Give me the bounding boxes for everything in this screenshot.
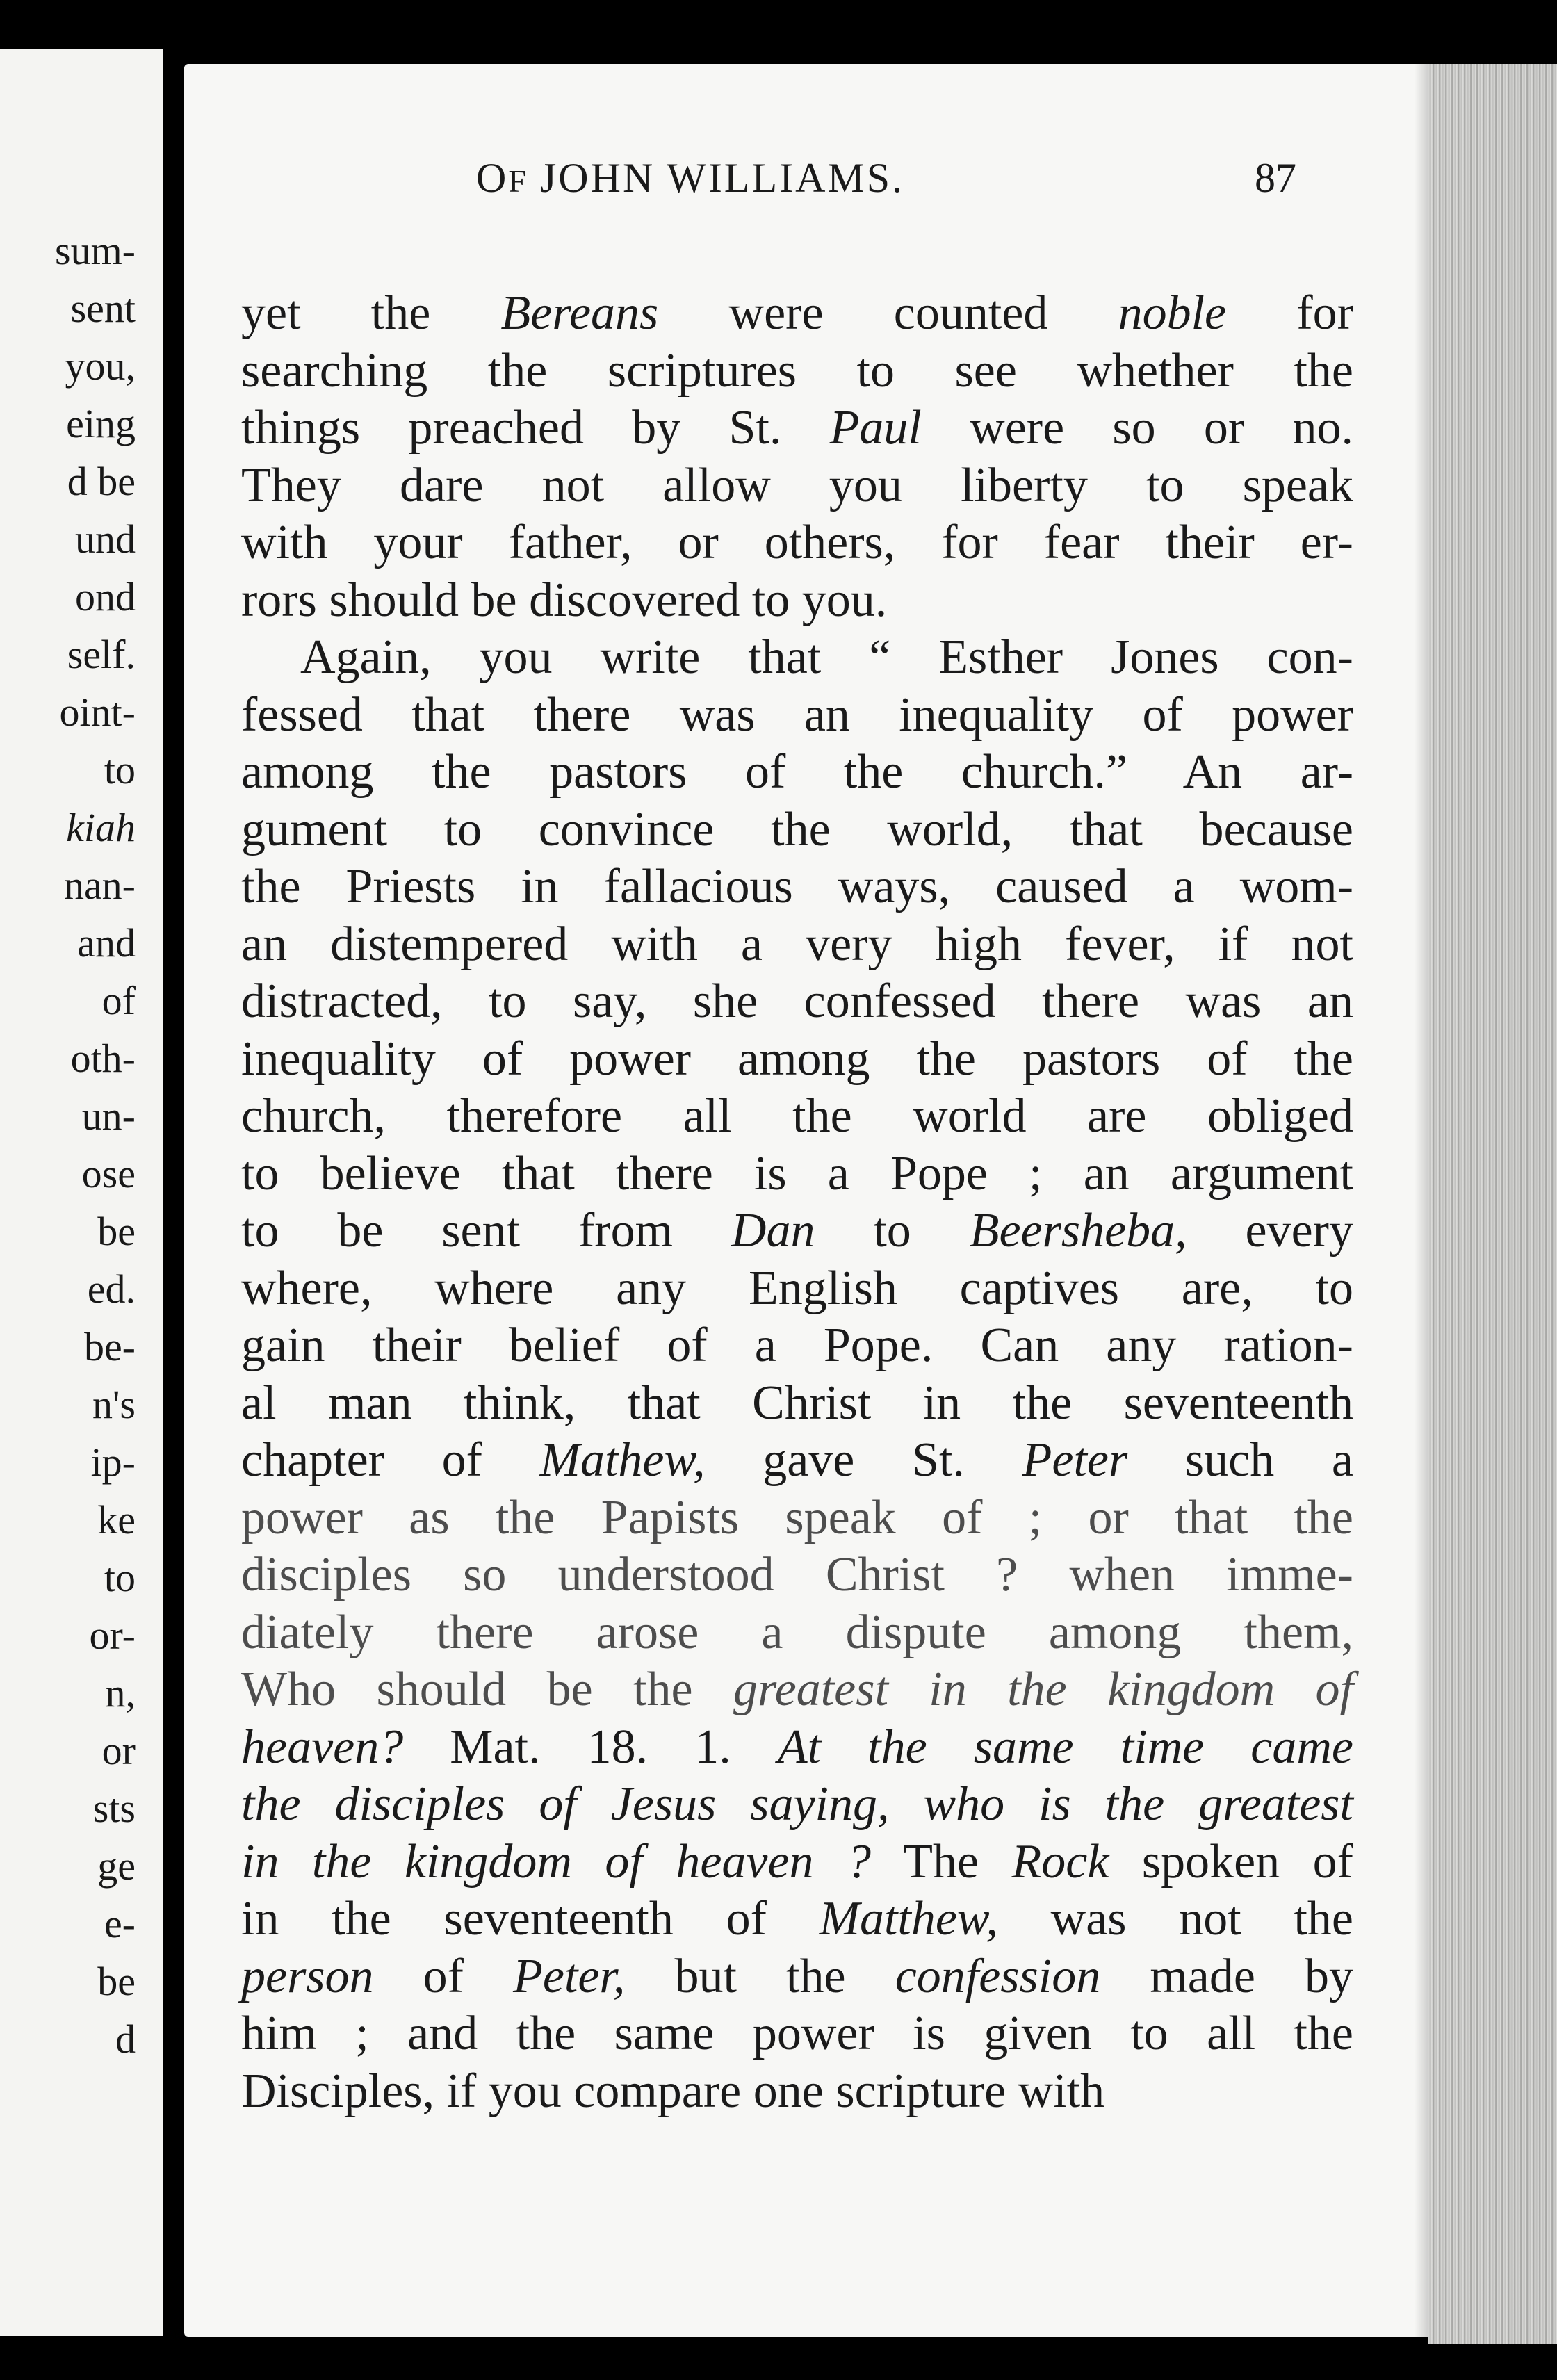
fragment-line: un- xyxy=(81,1093,136,1139)
text-run: chapter of xyxy=(241,1433,540,1487)
text-run: disciples so understood Christ ? when imme- xyxy=(241,1548,1353,1601)
text-line xyxy=(241,1490,1353,1547)
text-line xyxy=(241,514,1353,572)
text-run: gave St. xyxy=(705,1433,1022,1487)
title-rest: JOHN WILLIAMS. xyxy=(527,155,905,201)
running-title xyxy=(476,154,904,202)
text-run: but the xyxy=(625,1949,895,2003)
text-line xyxy=(241,1203,1353,1260)
text-run: spoken of xyxy=(1109,1834,1353,1889)
text-line xyxy=(241,400,1353,457)
italic-run: Matthew, xyxy=(819,1892,998,1946)
text-run: gument to convince the world, that because xyxy=(241,802,1353,856)
text-line xyxy=(241,1604,1353,1662)
text-run: Who should be the xyxy=(241,1663,733,1716)
fragment-line: be- xyxy=(83,1324,136,1369)
text-line xyxy=(241,1375,1353,1433)
text-run: Disciples, if you compare one scripture with xyxy=(241,2064,1105,2118)
fragment-line: ond xyxy=(75,574,136,619)
text-run: where, where any English captives are, to xyxy=(241,1261,1353,1315)
fragment-line: ke xyxy=(97,1497,136,1542)
italic-run: Mathew, xyxy=(539,1433,706,1487)
fragment-line: be xyxy=(97,1209,136,1254)
fragment-line: ge xyxy=(97,1843,136,1889)
book-fore-edge xyxy=(1428,64,1557,2344)
book-gutter xyxy=(163,0,184,2380)
text-run: Mat. 18. 1. xyxy=(403,1720,778,1774)
italic-run: greatest in the kingdom of xyxy=(733,1663,1353,1716)
text-run: gain their belief of a Pope. Can any ration- xyxy=(241,1319,1353,1372)
text-line xyxy=(241,858,1353,916)
title-small-caps: F xyxy=(508,163,528,199)
fragment-line: e- xyxy=(104,1901,136,1946)
italic-run: confession xyxy=(895,1949,1101,2003)
text-run: with your father, or others, for fear their er- xyxy=(241,516,1353,569)
italic-run: Rock xyxy=(1011,1834,1109,1889)
fragment-line: ed. xyxy=(87,1266,136,1312)
body-text xyxy=(241,285,1353,2120)
text-run: made by xyxy=(1100,1949,1354,2003)
fragment-line: you, xyxy=(65,343,136,389)
fragment-line: of xyxy=(101,978,136,1023)
text-run: him ; and the same power is given to all the xyxy=(241,2007,1353,2060)
italic-run: heaven? xyxy=(241,1720,404,1774)
fragment-line: n, xyxy=(105,1670,136,1715)
fragment-line: self. xyxy=(67,632,136,677)
text-line xyxy=(241,629,1353,687)
text-run: such a xyxy=(1127,1433,1353,1487)
text-run: to be sent from xyxy=(241,1204,731,1257)
italic-run: in the kingdom of heaven ? xyxy=(241,1834,872,1889)
fragment-line: eing xyxy=(66,401,136,446)
text-run: searching the scriptures to see whether the xyxy=(241,343,1353,398)
fragment-line: und xyxy=(75,516,136,562)
italic-run: Peter xyxy=(1022,1433,1128,1487)
italic-run: Bereans xyxy=(500,286,659,340)
text-line xyxy=(241,1776,1353,1834)
fragment-line: sent xyxy=(70,286,136,331)
fragment-line: nan- xyxy=(63,863,136,908)
text-run: The xyxy=(871,1834,1012,1889)
fragment-line: or xyxy=(101,1728,136,1773)
text-line xyxy=(241,1088,1353,1146)
fragment-line: ip- xyxy=(90,1440,136,1485)
text-line xyxy=(241,343,1353,400)
text-line xyxy=(241,1891,1353,1948)
title-initial: O xyxy=(476,155,509,201)
text-line xyxy=(241,801,1353,859)
text-run: were counted xyxy=(658,286,1118,340)
text-run: in the seventeenth of xyxy=(241,1892,820,1946)
text-run: diately there arose a dispute among them, xyxy=(241,1605,1353,1659)
italic-run: person xyxy=(241,1949,374,2003)
italic-run: At the same time came xyxy=(777,1720,1353,1774)
text-run: power as the Papists speak of ; or that the xyxy=(241,1490,1353,1544)
text-run: an distempered with a very high fever, if not xyxy=(241,917,1353,971)
fragment-line: sum- xyxy=(55,228,136,273)
text-run: distracted, to say, she confessed there was an xyxy=(241,975,1353,1028)
fragment-line: ose xyxy=(81,1151,136,1196)
text-line xyxy=(241,1317,1353,1375)
text-line xyxy=(241,916,1353,974)
italic-run: noble xyxy=(1118,286,1227,340)
text-line xyxy=(241,687,1353,744)
page-number: 87 xyxy=(1255,155,1296,201)
fragment-line: to xyxy=(104,1555,136,1600)
text-run: to xyxy=(815,1204,970,1257)
text-run: things preached by St. xyxy=(241,401,830,455)
text-line xyxy=(241,744,1353,801)
fragment-line: sts xyxy=(92,1786,136,1831)
text-line xyxy=(241,973,1353,1031)
italic-run: Dan xyxy=(731,1204,815,1257)
text-run: rors should be discovered to you. xyxy=(241,573,888,627)
text-line xyxy=(241,1948,1353,2006)
text-run: for xyxy=(1226,286,1353,340)
text-line xyxy=(241,1719,1353,1777)
previous-page-fragment xyxy=(0,49,168,2336)
text-line xyxy=(241,457,1353,515)
fragment-line: kiah xyxy=(66,805,136,850)
text-run: among the pastors of the church.” An ar- xyxy=(241,745,1353,799)
text-run: church, therefore all the world are obliged xyxy=(241,1089,1353,1143)
italic-run: Beersheba, xyxy=(969,1204,1187,1257)
italic-run: Peter, xyxy=(513,1949,626,2003)
italic-run: the disciples of Jesus saying, who is the greatest xyxy=(241,1777,1353,1831)
fragment-line: oint- xyxy=(59,690,136,735)
text-line xyxy=(241,1031,1353,1089)
text-run: yet the xyxy=(241,286,501,340)
fragment-line: n's xyxy=(92,1382,136,1427)
text-run: of xyxy=(373,1949,514,2003)
fragment-line: and xyxy=(77,920,136,965)
fragment-line: to xyxy=(104,747,136,792)
text-run: inequality of power among the pastors of the xyxy=(241,1032,1353,1086)
text-run: fessed that there was an inequality of power xyxy=(241,687,1353,742)
text-run: Again, you write that “ Esther Jones con- xyxy=(300,630,1353,684)
text-line xyxy=(241,1661,1353,1719)
italic-run: Paul xyxy=(829,401,922,455)
fragment-line: oth- xyxy=(70,1036,136,1081)
fragment-line: or- xyxy=(89,1613,136,1658)
book-page xyxy=(184,64,1428,2337)
fragment-line: be xyxy=(97,1959,136,2004)
text-run: every xyxy=(1187,1204,1353,1257)
text-line xyxy=(241,2005,1353,2063)
text-line xyxy=(241,1834,1353,1891)
running-head xyxy=(184,154,1428,217)
text-run: were so or no. xyxy=(921,401,1353,455)
fragment-line: d xyxy=(115,2016,136,2062)
text-line xyxy=(241,1547,1353,1604)
fragment-line: d be xyxy=(67,459,136,504)
text-run: al man think, that Christ in the seventeenth xyxy=(241,1376,1353,1430)
text-run: to believe that there is a Pope ; an argument xyxy=(241,1146,1353,1200)
text-line xyxy=(241,285,1353,343)
text-run: They dare not allow you liberty to speak xyxy=(241,458,1353,512)
text-run: the Priests in fallacious ways, caused a wom- xyxy=(241,860,1353,913)
text-line xyxy=(241,572,1353,630)
text-line xyxy=(241,2063,1353,2121)
text-line xyxy=(241,1432,1353,1490)
text-line xyxy=(241,1146,1353,1203)
text-line xyxy=(241,1260,1353,1318)
text-run: was not the xyxy=(997,1892,1353,1946)
